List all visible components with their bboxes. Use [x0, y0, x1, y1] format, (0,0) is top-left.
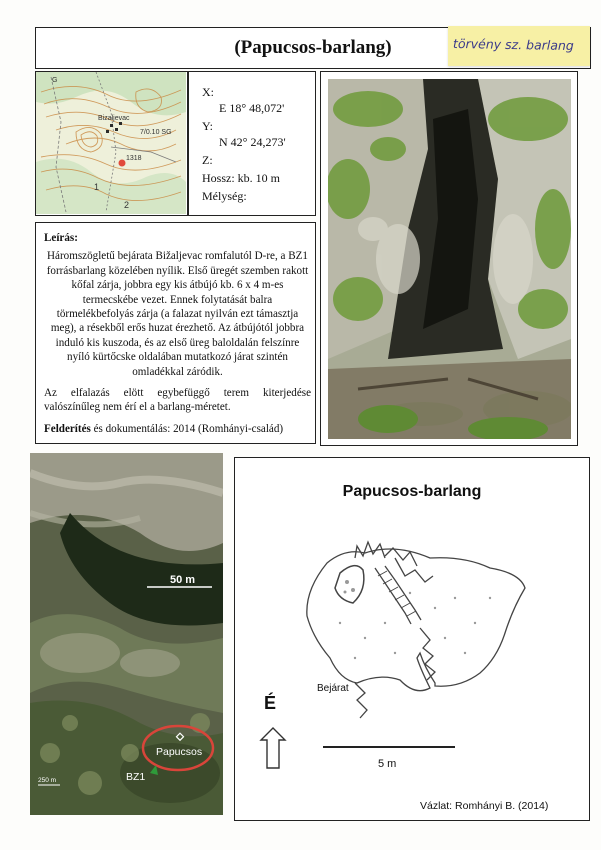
map-marker-1: 1 — [94, 182, 100, 192]
description-panel — [35, 222, 316, 444]
discovery-label: Felderítés — [44, 422, 91, 435]
description-label: Leírás — [44, 232, 75, 244]
y-value: N 42° 24,273' — [219, 135, 286, 149]
topo-map — [35, 71, 188, 216]
cave-sketch-drawing — [235, 458, 587, 818]
x-value: E 18° 48,072' — [219, 101, 285, 115]
sticky-note-text: törvény sz. barlang — [452, 35, 574, 54]
length-value: Hossz: kb. 10 m — [202, 171, 280, 185]
z-label: Z: — [202, 153, 213, 167]
description-heading — [44, 231, 311, 245]
description-colon: : — [74, 232, 78, 244]
aerial-bz1-label: BZ1 — [126, 771, 146, 783]
entrance-label: Bejárat — [317, 683, 349, 694]
aerial-cave-label: Papucsos — [156, 746, 203, 758]
sticky-note — [448, 26, 590, 66]
map-spot-label: 7/0.10 SG — [140, 129, 172, 136]
map-village-label: Bizaljevac — [98, 115, 130, 122]
aerial-photo — [30, 453, 223, 815]
depth-label: Mélység: — [202, 189, 247, 203]
x-label: X: — [202, 85, 214, 99]
description-paragraph-1: Háromszögletű bejárata Bižaljevac romfalutól D-re, a BZ1 forrásbarlang közelében nyílik. Első üregét szemben rakott kőfal zárja, jobbra egy kis átbújó kb. 6 x 4 m-es termecskébe vezet. Ennek folytatását balra törmelékbefolyás zárja (a falazat nyilván ezt támasztja meg), a résekből erős huzat érezhető. Az átbújótól jobbra induló kis kuszoda, és az első üreg baloldalán felszínre nyíló kürtőcske oldalában mutatkozó járat szintén omladékkal záródik. — [46, 250, 309, 378]
cave-photo-image — [328, 79, 571, 439]
description-paragraph-2: Az elfalazás elött egybefüggő terem kiterjedése valószínűleg nem érí el a barlang-méretet. — [44, 387, 311, 414]
aerial-photo-image — [30, 453, 223, 815]
north-arrow-icon — [261, 728, 285, 768]
sketch-scale-label: 5 m — [378, 758, 397, 770]
map-marker-2: 2 — [124, 200, 130, 210]
cave-photo — [320, 71, 578, 446]
aerial-scale-label: 50 m — [170, 574, 196, 586]
cave-sketch-panel — [234, 457, 590, 821]
aerial-small-scale: 250 m — [38, 777, 57, 784]
page-title: (Papucsos-barlang) — [234, 37, 392, 58]
coordinates-panel — [188, 71, 316, 216]
map-contour-label: 1318 — [126, 155, 142, 162]
y-label: Y: — [202, 119, 213, 133]
sketch-title: Papucsos-barlang — [342, 483, 482, 500]
north-label: É — [264, 693, 277, 713]
map-contour-letter: G — [52, 77, 58, 84]
sketch-credit: Vázlat: Romhányi B. (2014) — [420, 800, 549, 812]
discovery-line — [44, 422, 311, 436]
topo-map-image — [36, 72, 186, 214]
discovery-text: és dokumentálás: 2014 (Romhányi-család) — [90, 422, 284, 435]
